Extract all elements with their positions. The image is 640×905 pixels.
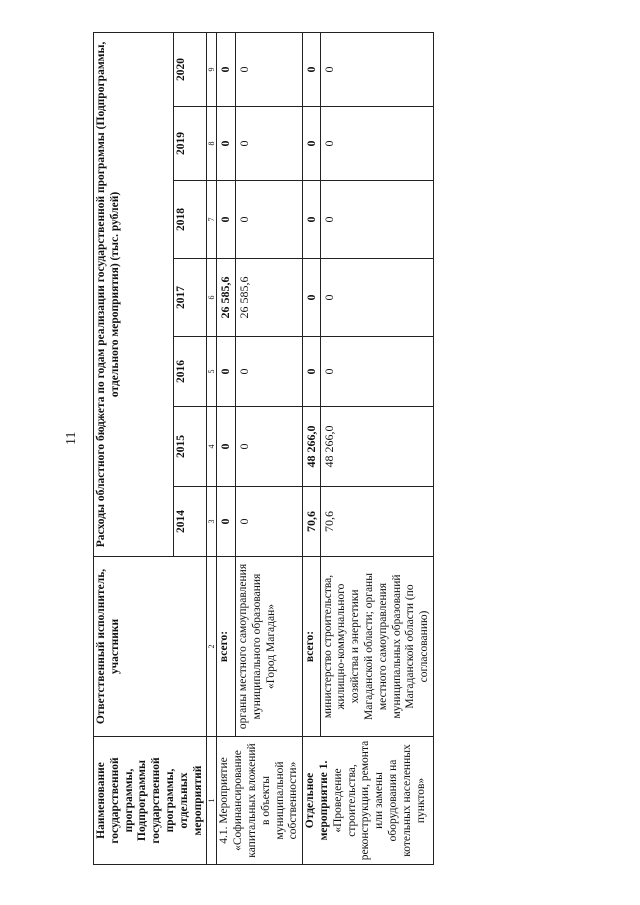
- column-number: 9: [207, 32, 217, 106]
- total-value: 0: [217, 407, 236, 487]
- executor-value: 48 266,0: [320, 407, 433, 487]
- executor: министерство строительства, жилищно-коммунального хозяйства и энергетики Магаданской области; органы местного самоуправления муниципальных образований Магаданской области (по согласованию): [320, 557, 433, 737]
- total-value: 0: [303, 337, 320, 407]
- total-value: 26 585,6: [217, 259, 236, 337]
- executor-value: 0: [236, 407, 303, 487]
- total-value: 0: [303, 107, 320, 181]
- total-value: 0: [303, 259, 320, 337]
- header-year: 2020: [173, 32, 207, 106]
- total-label: всего:: [217, 557, 236, 737]
- executor-value: 0: [236, 337, 303, 407]
- executor: органы местного самоуправления муниципального образования «Город Магадан»: [236, 557, 303, 737]
- executor-value: 0: [236, 107, 303, 181]
- column-number: 2: [207, 557, 217, 737]
- budget-table: [93, 32, 434, 865]
- column-number: 3: [207, 487, 217, 557]
- column-number: 8: [207, 107, 217, 181]
- executor-value: 26 585,6: [236, 259, 303, 337]
- row-name-bold: Отдельное мероприятие 1.: [304, 760, 330, 841]
- executor-value: 0: [236, 32, 303, 106]
- header-executor: Ответственный исполнитель, участники: [94, 557, 207, 737]
- header-year: 2016: [173, 337, 207, 407]
- total-value: 0: [217, 181, 236, 259]
- executor-value: 0: [320, 259, 433, 337]
- header-expenses: Расходы областного бюджета по годам реализации государственной программы (Подпрограммы, отдельного мероприятия) (тыс. рублей): [94, 32, 174, 556]
- row-name: 4.1. Мероприятие «Софинансирование капитальных вложений в объекты муниципальной собственности»: [217, 737, 303, 865]
- executor-value: 0: [320, 107, 433, 181]
- column-number: 6: [207, 259, 217, 337]
- column-number: 7: [207, 181, 217, 259]
- executor-value: 0: [320, 337, 433, 407]
- executor-value: 0: [320, 32, 433, 106]
- total-value: 0: [217, 32, 236, 106]
- header-year: 2015: [173, 407, 207, 487]
- total-label: всего:: [303, 557, 320, 737]
- executor-value: 0: [320, 181, 433, 259]
- total-value: 0: [303, 32, 320, 106]
- header-year: 2014: [173, 487, 207, 557]
- total-value: 0: [217, 107, 236, 181]
- column-number: 4: [207, 407, 217, 487]
- header-year: 2018: [173, 181, 207, 259]
- total-value: 70,6: [303, 487, 320, 557]
- executor-value: 70,6: [320, 487, 433, 557]
- total-value: 48 266,0: [303, 407, 320, 487]
- column-number: 1: [207, 737, 217, 865]
- row-name-rest: «Проведение строительства, реконструкции, ремонта или замены оборудования на котельных населенных пунктов»: [331, 740, 427, 861]
- header-name: Наименование государственной программы, Подпрограммы государственной программы, отдельных мероприятий: [94, 737, 207, 865]
- column-number: 5: [207, 337, 217, 407]
- header-year: 2019: [173, 107, 207, 181]
- executor-value: 0: [236, 487, 303, 557]
- total-value: 0: [303, 181, 320, 259]
- rotated-table-wrapper: [93, 33, 431, 865]
- page-number: 11: [64, 431, 79, 445]
- executor-value: 0: [236, 181, 303, 259]
- total-value: 0: [217, 337, 236, 407]
- total-value: 0: [217, 487, 236, 557]
- row-name: [303, 737, 434, 865]
- header-year: 2017: [173, 259, 207, 337]
